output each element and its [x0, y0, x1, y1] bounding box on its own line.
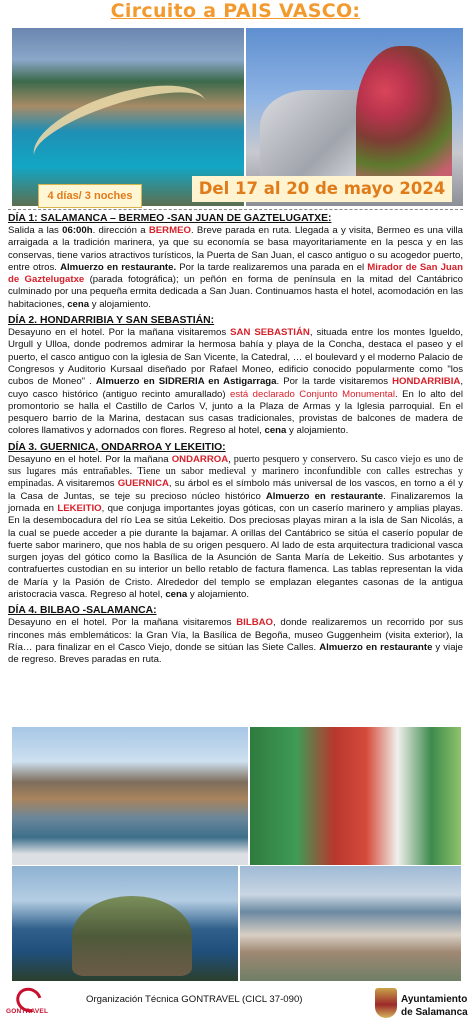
ayuntamiento-logo: Ayuntamiento de Salamanca	[375, 988, 471, 1024]
organizer-text: Organización Técnica GONTRAVEL (CICL 37-090)	[86, 994, 303, 1005]
day-2	[8, 314, 463, 438]
colorful-houses-photo	[250, 727, 461, 865]
day-3	[8, 441, 463, 602]
day-1	[8, 212, 463, 311]
day-3-heading: DÍA 3. GUERNICA, ONDARROA Y LEKEITIO:	[8, 441, 226, 453]
gaztelugatxe-photo	[12, 866, 238, 981]
coastal-town-photo	[240, 866, 461, 981]
gontravel-logo: GONTRAVEL	[6, 988, 46, 1022]
itinerary	[8, 212, 463, 670]
trip-dates: Del 17 al 20 de mayo 2024	[192, 176, 452, 202]
day-1-text: Salida a las 06:00h. dirección a BERMEO. Breve parada en ruta. Llegada a y visita, Bermeo es una villa arraigada a la tradición marinera, ya que su economía se basa mayoritariamente en la pesca y en las conservas, tiene varios atractivos turísticos, la Puerta de San Juan, el casco antiguo o su acogedor puerto, entre otros. Almuerzo en restaurante. Por la tarde realizaremos una parada en el Mirador de San Juan de Gaztelugatxe (parada fotográfica); un peñón en forma de península en la mitad del Cantábrico culminado por una pequeña ermita dedicada a San Juan. Continuamos hasta el hotel, acomodación en las habitaciones, cena y alojamiento.	[8, 225, 463, 310]
day-3-text: Desayuno en el hotel. Por la mañana ONDARROA, puerto pesquero y conservero. Su casco viejo es uno de sus lugares más entrañables. Tiene un sabor medieval y marinero inconfundible con calles estrechas y empinadas. A visitaremos GUERNICA, su árbol es el símbolo más universal de los vascos, en torno a él y la Casa de Juntas, se teje su precioso núcleo histórico Almuerzo en restaurante. Finalizaremos la jornada en LEKEITIO, que conjuga importantes joyas góticas, con un caserío marinero y amplias playas. En la desembocadura del río Lea se sitúa Lekeitio. Dos preciosas playas miran a la isla de San Nicolás, a la cual se puede acceder a pie durante la bajamar. A orillas del Cantábrico se sitúa el caserío popular de fuerte sabor marinero, que nos habla de su origen pesquero. Al lado de esta arquitectura tradicional vasca surgen joyas del gótico como la Basílica de la Asunción de Santa María de Lekeitio. Sus arbotantes y contrafuertes custodian en su interior un bello retablo de factura flamenca. Las tablas representan la vida de María y la Pasión de Cristo. Alrededor del templo se emplazan elegantes casonas de la antigua aristocracia vasca. Regreso al hotel, cena y alojamiento.	[8, 453, 463, 601]
day-1-heading: DÍA 1: SALAMANCA – BERMEO -SAN JUAN DE GAZTELUGATXE:	[8, 213, 332, 224]
footer	[0, 982, 471, 1024]
day-4	[8, 604, 463, 666]
day-2-heading: DÍA 2. HONDARRIBIA Y SAN SEBASTIÁN:	[8, 315, 215, 327]
duration-badge: 4 días/ 3 noches	[38, 184, 142, 208]
day-4-heading: DÍA 4. BILBAO -SALAMANCA:	[8, 605, 157, 617]
harbor-photo	[12, 727, 248, 865]
day-2-text: Desayuno en el hotel. Por la mañana visitaremos SAN SEBASTIÁN, situada entre los montes Igueldo, Urgull y Ulloa, donde podremos admirar la hermosa bahía y playa de la Concha, destaca el paseo y el puerto, el casco antiguo con la iglesia de San Vicente, la Catedral, … el boulevard y el moderno Palacio de Congresos y Auditorio Kursaal diseñado por Rafael Moneo, edificio conocido popularmente como "los cubos de Moneo" . Almuerzo en SIDRERIA en Astigarraga. Por la tarde visitaremos HONDARRIBIA, cuyo casco histórico (antiguo recinto amurallado) está declarado Conjunto Monumental. En lo alto del promontorio se halla el Castillo de Carlos V, junto a la Plaza de Armas y la Iglesia parroquial. En el pesquero barrio de la Marina, destacan sus casas tradicionales, provistas de balcones de madera de colores llamativos y adornados con flores. Regreso al hotel, cena y alojamiento.	[8, 327, 464, 437]
divider	[8, 209, 463, 210]
day-4-text: Desayuno en el hotel. Por la mañana visitaremos BILBAO, donde realizaremos un recorrido por sus rincones más emblemáticos: la Gran Vía, la Basílica de Begoña, museo Guggenheim (visita exterior), la Ría… para finalizar en el Casco Viejo, donde se sitúan las Siete Calles. Almuerzo en restaurante y viaje de regreso. Breves paradas en ruta.	[8, 617, 463, 666]
coat-of-arms-icon	[375, 988, 397, 1018]
page-title: Circuito a PAIS VASCO:	[110, 0, 361, 22]
